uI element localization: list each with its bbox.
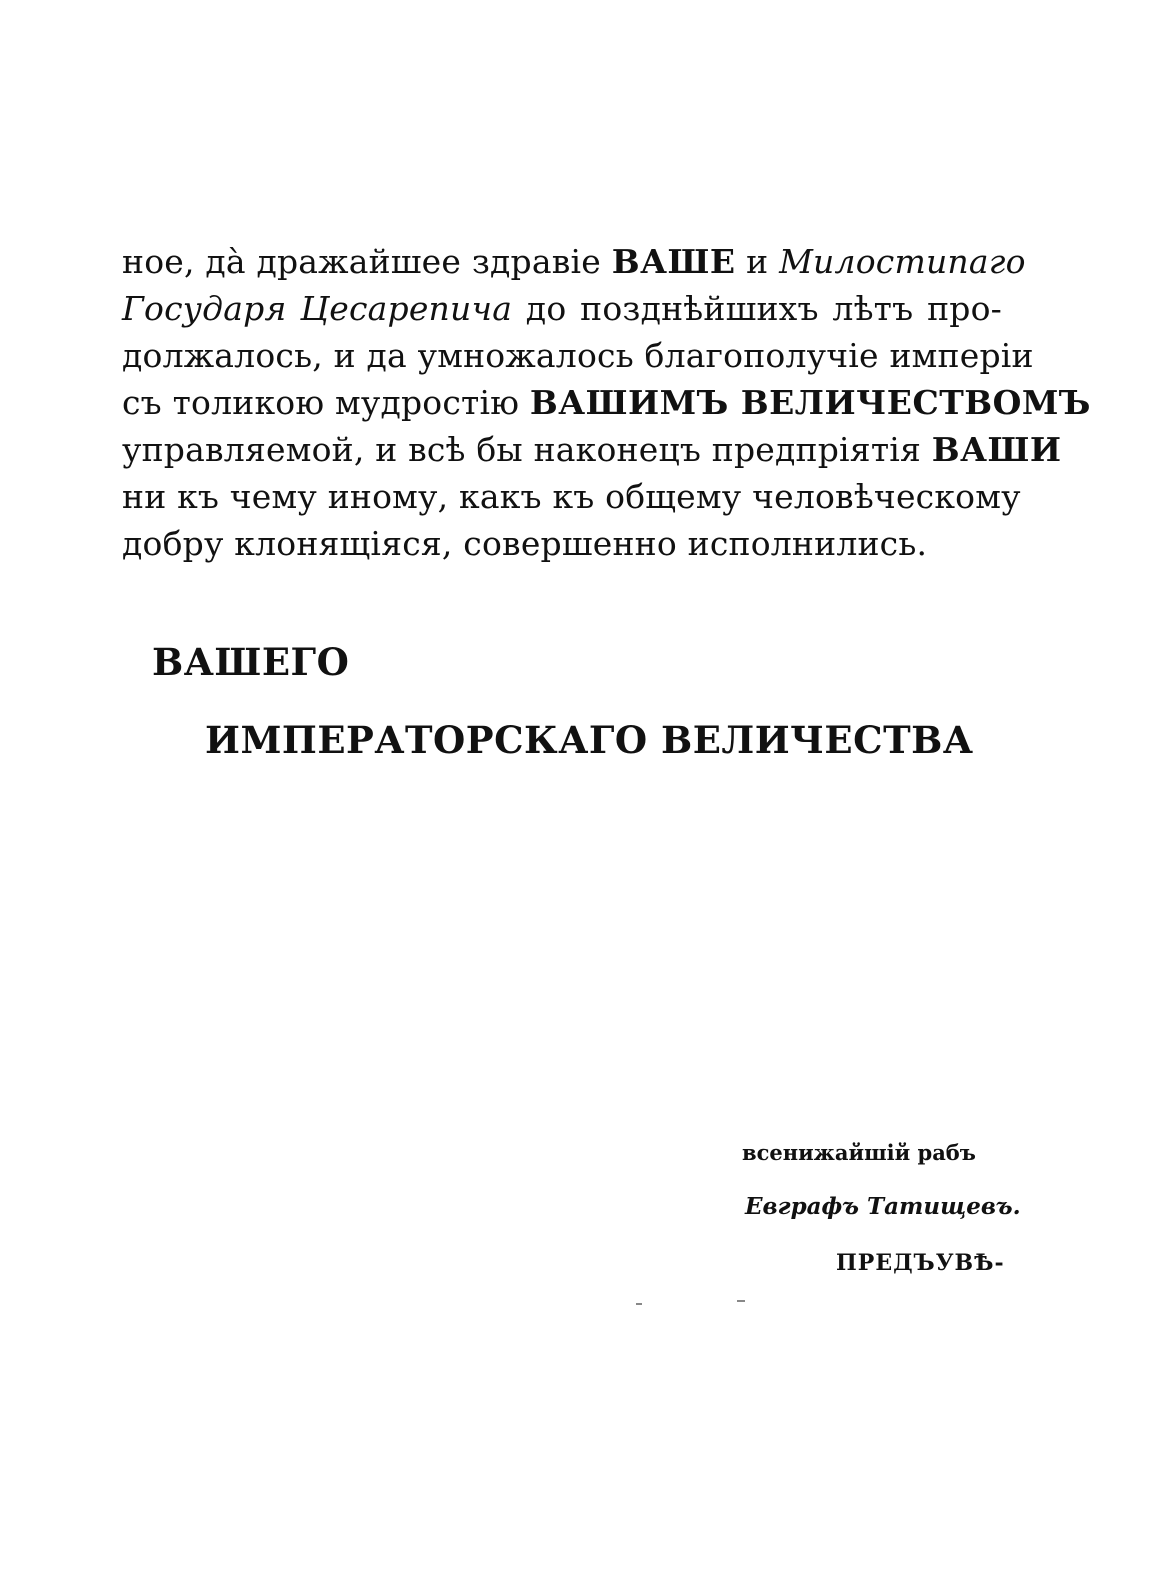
text-run: управляемой, и всѣ бы наконецъ предпріятія: [122, 430, 932, 469]
catchword: ПРЕДЪУВѢ-: [836, 1250, 1005, 1276]
text-run: до позднѣйшихъ лѣтъ про-: [512, 289, 1003, 328]
closing-salutation-line-1: ВАШЕГО: [152, 640, 350, 684]
signature-humble-servant: всенижайшій рабъ: [742, 1140, 976, 1165]
text-run: ни къ чему иному, какъ къ общему человѣческому: [122, 477, 1021, 516]
text-run: ное, дà дражайшее здравіе: [122, 242, 612, 281]
text-run: Государя Цесарепича: [122, 289, 513, 328]
closing-salutation-line-2: ИМПЕРАТОРСКАГО ВЕЛИЧЕСТВА: [205, 718, 974, 762]
paragraph-line: [122, 285, 1002, 332]
paragraph-line: [122, 426, 1062, 473]
print-speck: [636, 1303, 642, 1305]
text-run: съ толикою мудростію: [122, 383, 530, 422]
text-run: ВАШИМЪ ВЕЛИЧЕСТВОМЪ: [529, 383, 1091, 422]
print-speck: [737, 1300, 745, 1302]
text-run: Милостипаго: [779, 242, 1026, 281]
signature-name: Евграфъ Татищевъ.: [745, 1193, 1021, 1220]
paragraph-line: [122, 332, 1034, 379]
paragraph-line: [122, 520, 1002, 567]
text-run: ВАШИ: [931, 430, 1062, 469]
text-run: добру клонящіяся, совершенно исполнились.: [122, 524, 928, 563]
text-run: и: [735, 242, 780, 281]
text-run: должалось, и да умножалось благополучіе имперіи: [122, 336, 1034, 375]
paragraph-line: [122, 379, 1091, 426]
dedication-paragraph: [122, 238, 1091, 567]
paragraph-line: [122, 473, 1021, 520]
paragraph-line: [122, 238, 1026, 285]
text-run: ВАШЕ: [611, 242, 736, 281]
